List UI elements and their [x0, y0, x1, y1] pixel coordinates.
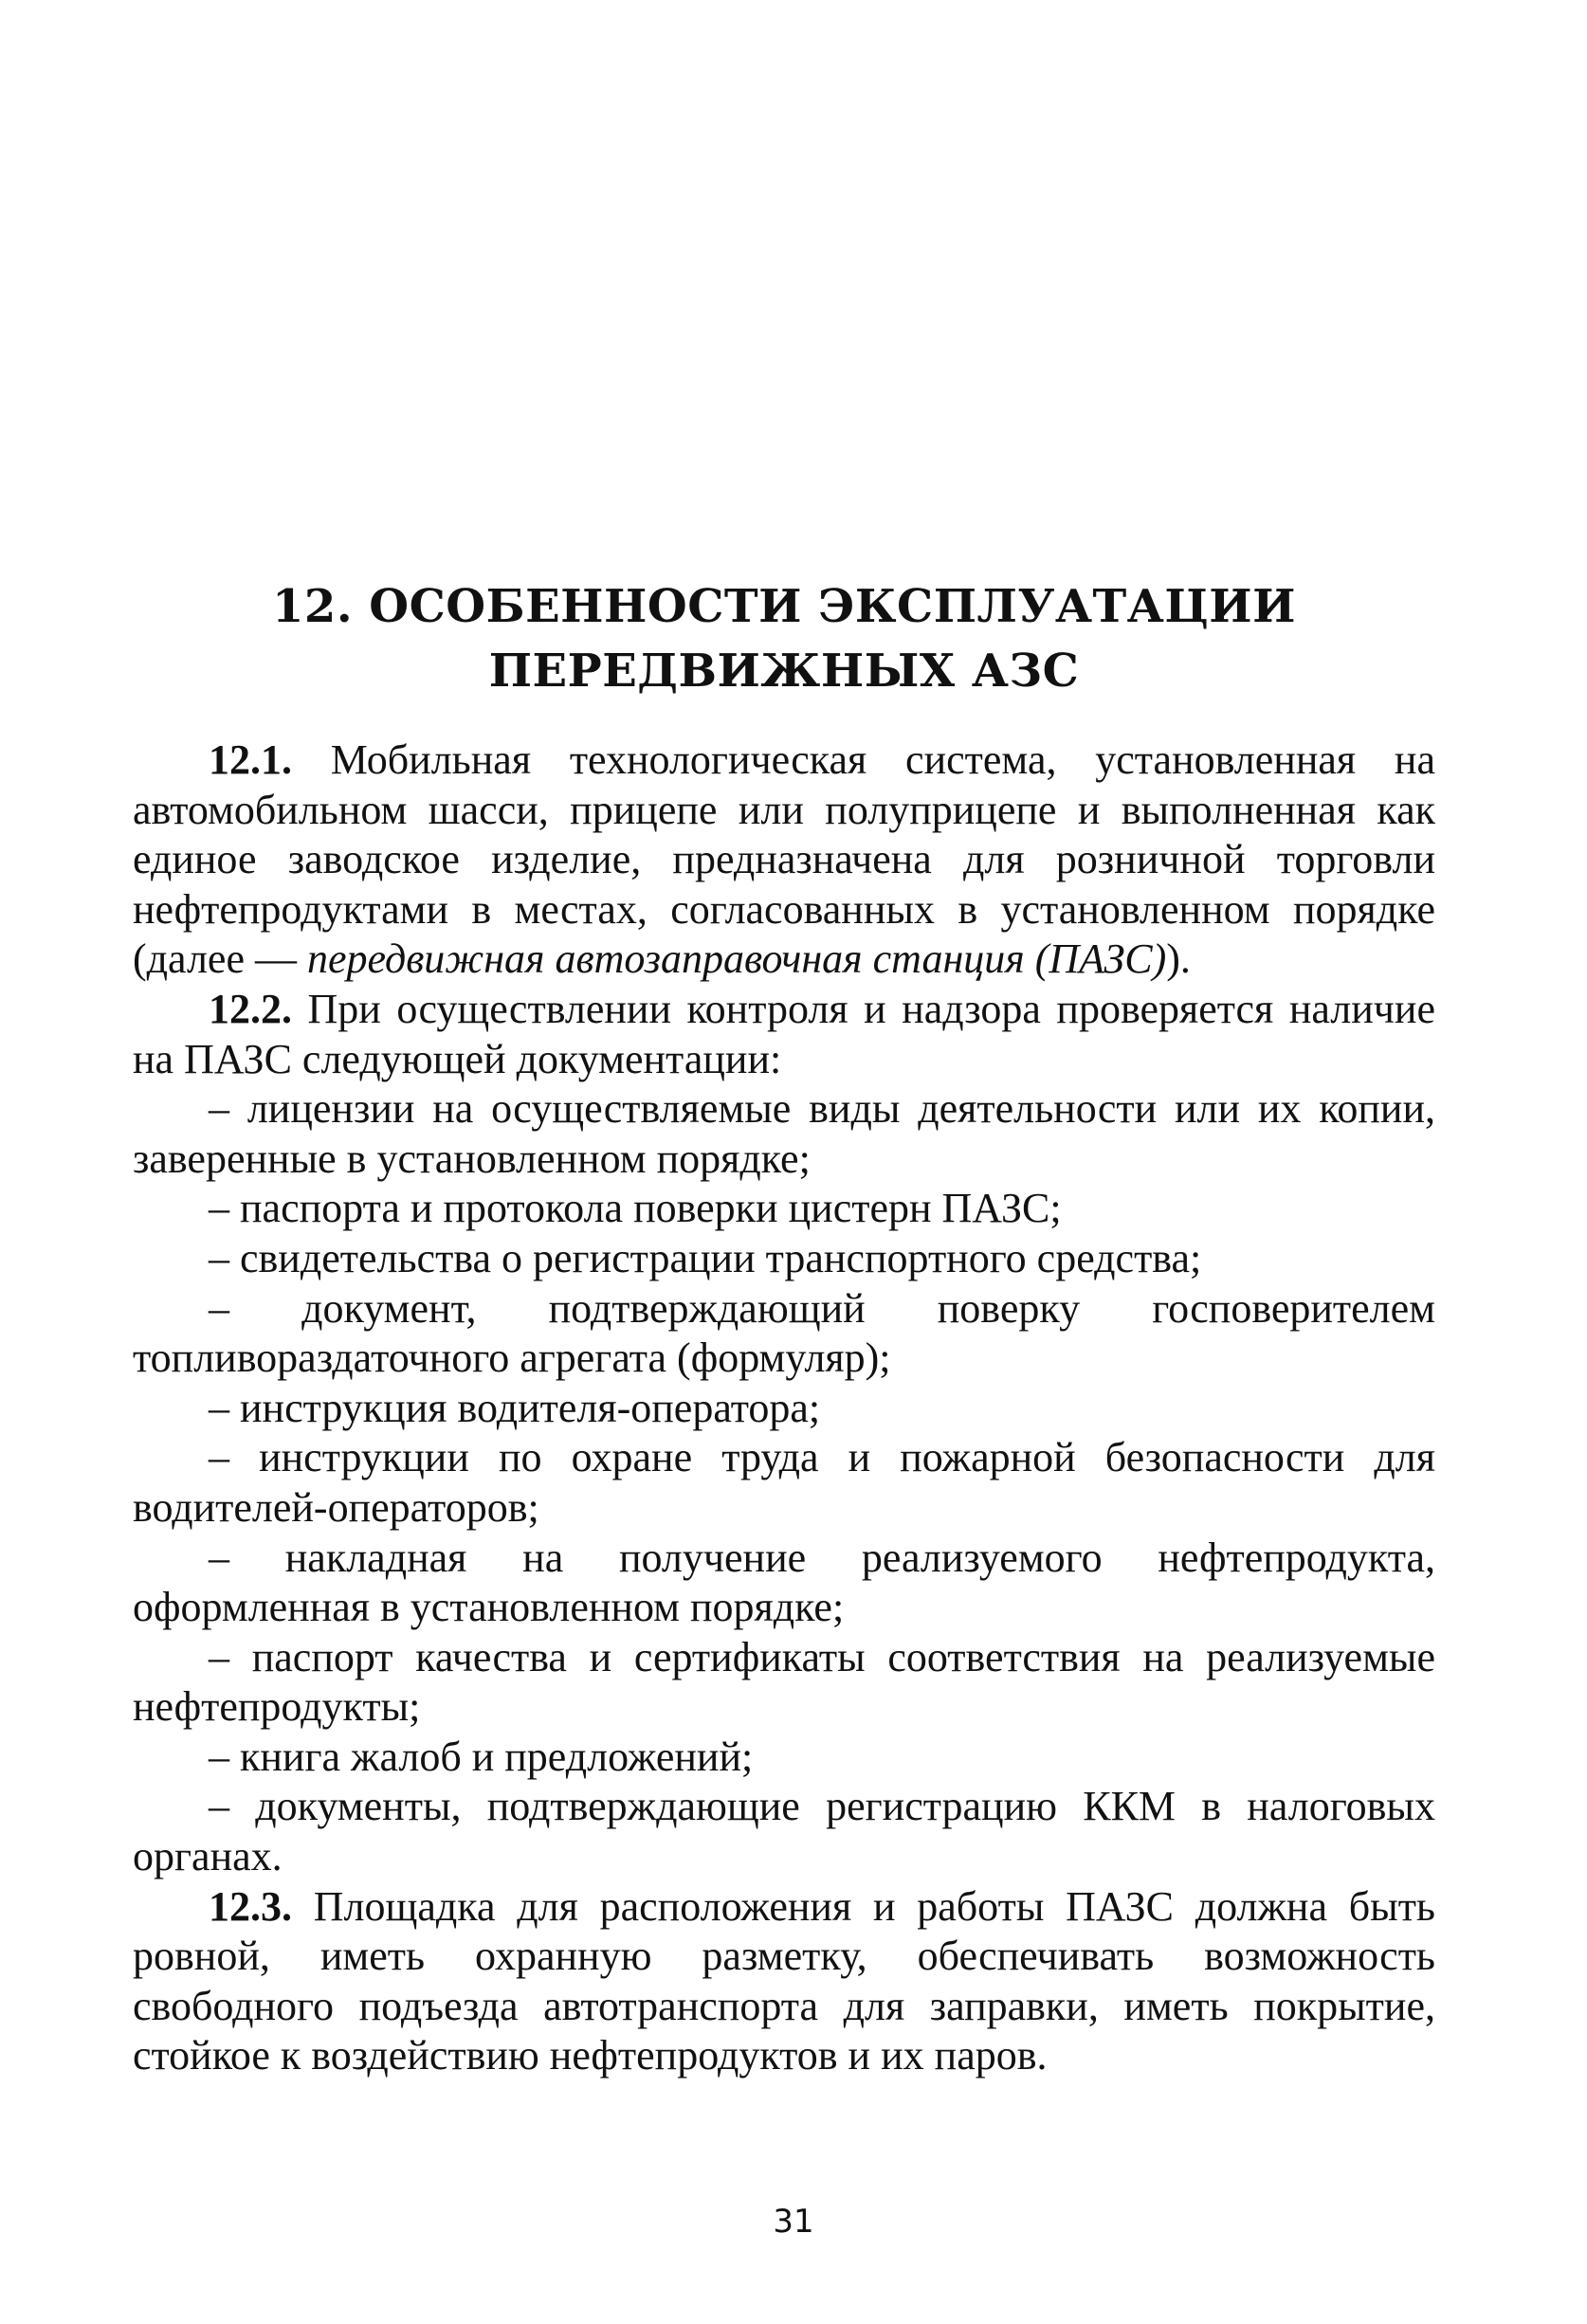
list-item: – документ, подтверждающий поверку госповерителем топливораздаточного агрегата (формуляр); [133, 1284, 1435, 1382]
list-item: – лицензии на осуществляемые виды деятельности или их копии, заверенные в установленном порядке; [133, 1085, 1435, 1182]
paragraph-12-2 [133, 985, 1435, 1084]
list-item: – накладная на получение реализуемого нефтепродукта, оформленная в установленном порядке; [133, 1534, 1435, 1631]
list-item: – паспорта и протокола поверки цистерн ПАЗС; [209, 1185, 1062, 1232]
paragraph-text: При осуществлении контроля и надзора проверяется наличие на ПАЗС следующей документации: [133, 985, 1435, 1082]
list-item: – документы, подтверждающие регистрацию ККМ в налоговых органах. [133, 1783, 1435, 1880]
paragraph-text: Площадка для расположения и работы ПАЗС должна быть ровной, иметь охранную разметку, обеспечивать возможность свободного подъезда автотранспорта для заправки, иметь покрытие, стойкое к воздействию нефтепродуктов и их паров. [133, 1882, 1435, 2079]
paragraph-12-1 [133, 735, 1435, 985]
chapter-title [133, 574, 1435, 703]
list-item: – инструкции по охране труда и пожарной безопасности для водителей-операторов; [133, 1434, 1435, 1531]
list-item: – инструкция водителя-оператора; [209, 1384, 821, 1431]
paragraph-tail: ). [1166, 935, 1191, 983]
paragraph-12-3 [133, 1882, 1435, 2081]
body-text [133, 735, 1435, 2081]
chapter-title-line-2: ПЕРЕДВИЖНЫХ АЗС [488, 645, 1080, 698]
section-number: 12.3. [209, 1882, 292, 1930]
list-item: – паспорт качества и сертификаты соответствия на реализуемые нефтепродукты; [133, 1633, 1435, 1731]
section-number: 12.2. [209, 985, 292, 1032]
section-number: 12.1. [209, 736, 292, 783]
list-item: – книга жалоб и предложений; [209, 1733, 754, 1780]
defined-term: передвижная автозаправочная станция (ПАЗС) [306, 935, 1167, 983]
chapter-title-line-1: 12. ОСОБЕННОСТИ ЭКСПЛУАТАЦИИ [272, 580, 1296, 633]
page-number: 31 [773, 2203, 814, 2241]
list-item: – свидетельства о регистрации транспортного средства; [209, 1234, 1202, 1281]
paragraph-text: Мобильная технологическая система, установленная на автомобильном шасси, прицепе или полуприцепе и выполненная как единое заводское изделие, предназначена для розничной торговли нефтепродуктами в местах, согласованных в установленном порядке (далее — [133, 736, 1435, 983]
